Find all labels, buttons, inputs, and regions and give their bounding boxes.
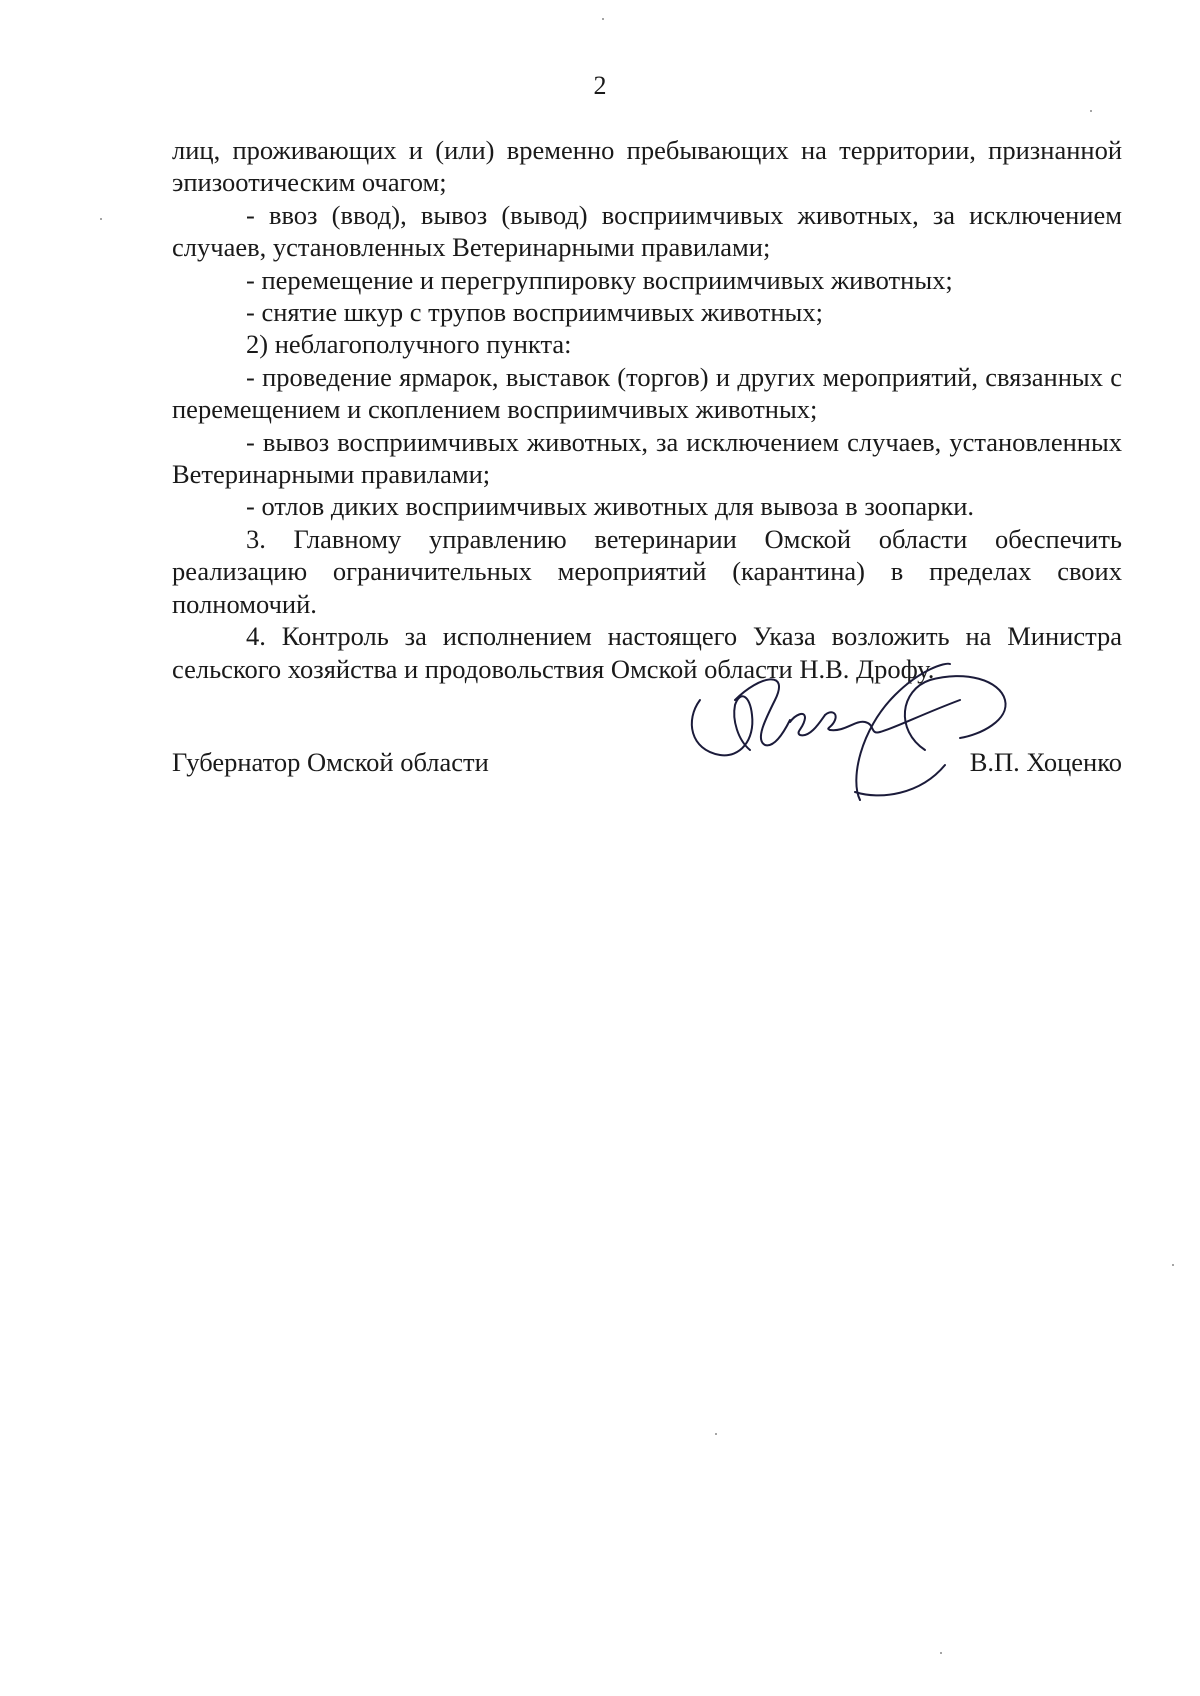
numbered-paragraph: 4. Контроль за исполнением настоящего Указа возложить на Министра сельского хозяйства и продовольствия Омской области Н.В. Дрофу. <box>172 621 1122 684</box>
list-item: - отлов диких восприимчивых животных для вывоза в зоопарки. <box>246 491 975 522</box>
list-item: - снятие шкур с трупов восприимчивых животных; <box>246 297 823 328</box>
list-item: - ввоз (ввод), вывоз (вывод) восприимчивых животных, за исключением случаев, установленных Ветеринарными правилами; <box>172 199 1122 263</box>
scan-speck <box>1090 110 1092 112</box>
numbered-paragraph: 3. Главному управлению ветеринарии Омской области обеспечить реализацию ограничительных мероприятий (карантина) в пределах своих полномочий. <box>172 523 1122 619</box>
signatory-position: Губернатор Омской области <box>172 747 489 777</box>
list-item: - вывоз восприимчивых животных, за исключением случаев, установленных Ветеринарными правилами; <box>172 426 1122 490</box>
handwritten-signature <box>680 660 1060 820</box>
subsection-heading: 2) неблагополучного пункта: <box>246 329 572 360</box>
scan-speck <box>602 18 604 20</box>
list-item: - перемещение и перегруппировку восприимчивых животных; <box>246 264 953 295</box>
signatory-name: В.П. Хоценко <box>969 747 1122 777</box>
scan-speck <box>100 218 102 220</box>
page-number: 2 <box>593 71 607 100</box>
list-item: - проведение ярмарок, выставок (торгов) и других мероприятий, связанных с перемещением и скоплением восприимчивых животных; <box>172 361 1122 425</box>
scan-speck <box>1172 1264 1174 1266</box>
scan-speck <box>940 1652 942 1654</box>
document-body <box>172 134 1122 685</box>
scan-speck <box>715 1433 717 1435</box>
paragraph: лиц, проживающих и (или) временно пребывающих на территории, признанной эпизоотическим очагом; <box>172 135 1122 198</box>
